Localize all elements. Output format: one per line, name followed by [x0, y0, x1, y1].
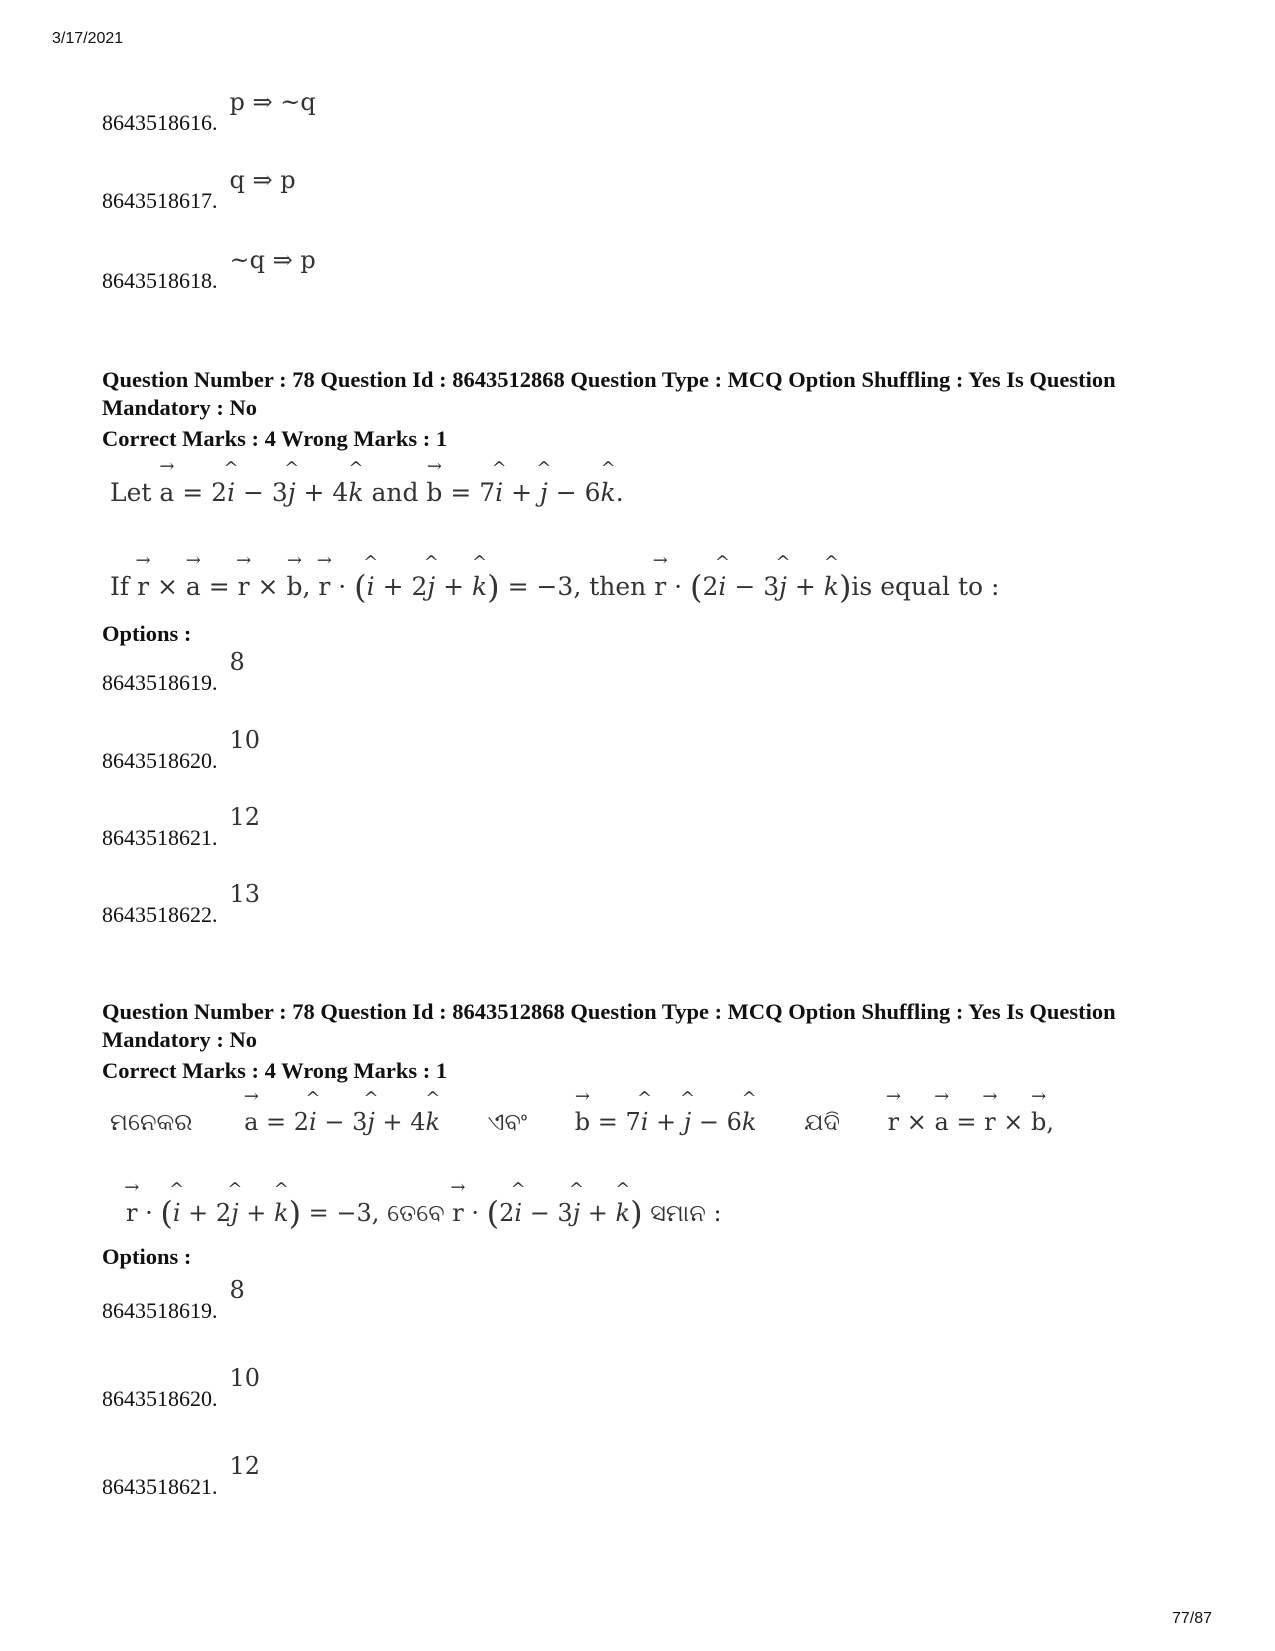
option-id: 8643518617.: [102, 188, 218, 213]
word-let: Let: [110, 478, 152, 507]
option-value: 10: [229, 1364, 261, 1392]
option-row: [102, 880, 261, 928]
word-and: and: [371, 478, 419, 507]
question-header: Question Number : 78 Question Id : 8643512868 Question Type : MCQ Option Shuffling : Yes Is Question Mandatory : No: [102, 999, 1116, 1052]
option-id: 8643518619.: [102, 670, 218, 695]
word-then: ତେବେ: [387, 1199, 445, 1227]
option-row: [102, 88, 316, 136]
option-value: 10: [229, 726, 261, 754]
option-id: 8643518620.: [102, 748, 218, 773]
option-value: 8: [229, 648, 245, 676]
option-value: 8: [229, 1276, 245, 1304]
option-row: [102, 803, 261, 851]
print-date: 3/17/2021: [52, 30, 124, 47]
word-is-equal-to: ସମାନ :: [650, 1199, 722, 1227]
option-id: 8643518618.: [102, 268, 218, 293]
option-row: [102, 648, 245, 696]
option-id: 8643518622.: [102, 902, 218, 927]
word-is-equal-to: is equal to :: [851, 572, 1000, 601]
option-value: 12: [229, 803, 261, 831]
question-text-line-2: If → r × → a = → r × → b, → r · (^ i + 2^ j + ^ k) = −3, then → r · (2^ i − 3^ j + ^ k)is equal to :: [110, 568, 999, 606]
option-row: [102, 1364, 261, 1412]
word-if: ଯଦି: [804, 1108, 840, 1136]
option-id: 8643518619.: [102, 1298, 218, 1323]
option-row: [102, 1452, 261, 1500]
option-value: q ⇒ p: [229, 166, 296, 194]
word-and: ଏବଂ: [487, 1108, 528, 1136]
option-id: 8643518621.: [102, 1474, 218, 1499]
option-row: [102, 166, 296, 214]
question-text-line-1: Let → a = 2^ i − 3^ j + 4^ k and → b = 7^ i + ^ j − 6^ k.: [110, 478, 624, 507]
option-value: p ⇒ ~q: [229, 88, 316, 116]
question-header: Question Number : 78 Question Id : 8643512868 Question Type : MCQ Option Shuffling : Yes Is Question Mandatory : No: [102, 367, 1116, 420]
option-row: [102, 246, 316, 294]
question-marks: Correct Marks : 4 Wrong Marks : 1: [102, 426, 448, 451]
option-row: [102, 726, 261, 774]
option-id: 8643518616.: [102, 110, 218, 135]
options-label: Options :: [102, 1244, 192, 1269]
page-number: 77/87: [1172, 1610, 1213, 1627]
options-label: Options :: [102, 621, 192, 646]
question-marks: Correct Marks : 4 Wrong Marks : 1: [102, 1058, 448, 1083]
word-if: If: [110, 572, 130, 601]
option-value: 12: [229, 1452, 261, 1480]
word-then: then: [589, 572, 647, 601]
question-text-line-2: → r · (^ i + 2^ j + ^ k) = −3, ତେବେ → r · (2^ i − 3^ j + ^ k) ସମାନ :: [126, 1194, 722, 1232]
question-text-line-1: ମନେକର → a = 2^ i − 3^ j + 4^ k ଏବଂ → b = 7^ i + ^ j − 6^ k ଯଦି → r × → a = → r × → b,: [110, 1108, 1054, 1136]
option-id: 8643518621.: [102, 825, 218, 850]
word-let: ମନେକର: [110, 1108, 193, 1136]
option-value: ~q ⇒ p: [229, 246, 316, 274]
option-id: 8643518620.: [102, 1386, 218, 1411]
option-value: 13: [229, 880, 261, 908]
option-row: [102, 1276, 245, 1324]
